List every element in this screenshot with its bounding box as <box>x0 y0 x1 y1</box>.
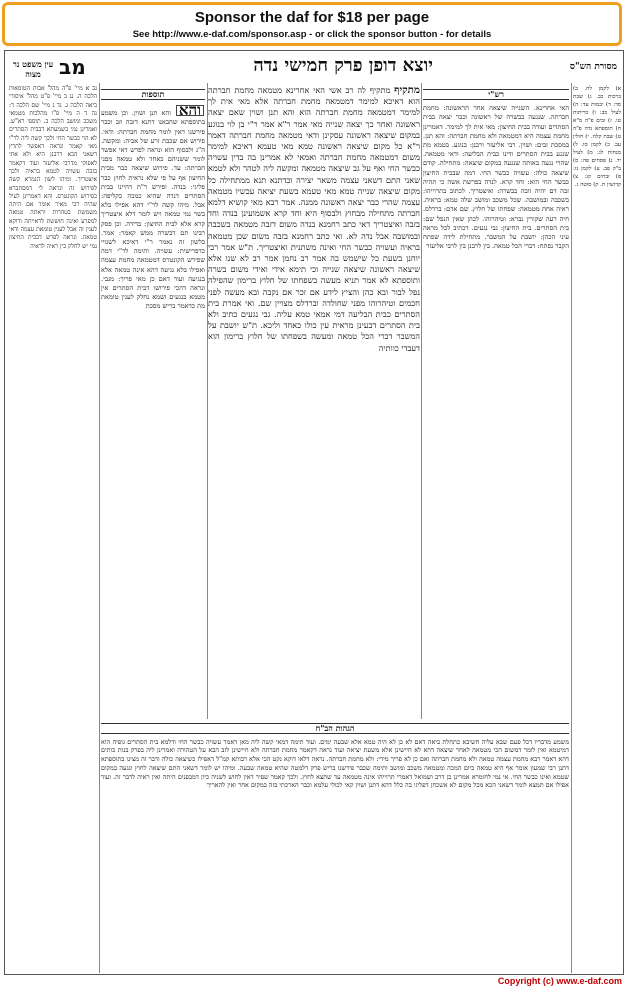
gemara-column <box>208 85 420 715</box>
column-divider <box>571 83 572 973</box>
copyright-link[interactable]: Copyright (c) www.e-daf.com <box>497 976 622 986</box>
masoret-hashas-text: א) לקמן לח. ב) ברכות כב. ג) שבת סד: ד) יבמות עד: ה) לעיל כב: ו) כריתות טו. ז) זבים פ"ה מ"א ח) תוספתא נדה פ"ה ט) שבת קלה. י) חולין עב. כ) לקמן סו. ל) מנחות לג: מ) לעיל יד. נ) פסחים פה: ס) ב"ק פב. ע) לקמן נז: פ) זבחים קג: צ) קדושין ח. ק) סוטה ג. <box>573 86 621 188</box>
ein-mishpat-column <box>9 85 97 965</box>
sponsor-subtitle: See http://www.e-daf.com/sponsor.asp - or click the sponsor button - for details <box>132 29 492 40</box>
masoret-hashas-column <box>573 85 621 935</box>
rashi-title: רש"י <box>423 89 569 100</box>
masoret-hashas-label: מסורת הש"ס <box>569 62 617 72</box>
column-divider <box>99 83 100 973</box>
folio-number: מב <box>59 55 86 79</box>
rashi-column <box>423 85 569 775</box>
tosafot-lead-word: והא <box>176 105 204 116</box>
bottom-commentary <box>101 719 569 969</box>
chapter-header: יוצא דופן פרק חמישי נדה <box>253 55 433 76</box>
talmud-page <box>4 50 624 975</box>
rashi-text: האי אחרינא. השנייה שיצאה אחר הראשונה: מחמת חברתה. שנגעה בבשרה של ראשונה וכבר יצאה בבית הסתרים ועודה בבית החיצון: מאי אית לך למימר. דאמרינן מחמת עצמה היא דמטמאה ולא מחמת חברתה: והא תנן. במסכת זבים: ושוין. רבי אליעזר ורבנן: בנוגע. בטמא מת שנגע בבית הסתרים ודינו כבית הבליעה: ודאי מטמאה. שהרי נגעה באותה שנגעה במקום שיצאה: מתחילה. קודם שיצאה כולה: עשויה כבשר החי. דמה שבבית החיצון כבשר החי הוא: וחד קרא. לנדה בפרשת אשה כי תהיה זבה דם יהיה זובה בבשרה: ואיצטריך. לכתוב בתרוייהו: בשכבה ובמושבה. שכל משכב ומושב שלה טמא: בראיה. ראיה אחת מטמאה: שפחתו של חלוץ. שם אדם: ברדלס. חיה רעה שקורין נברא: וטיהרוהו. לכהן שאין הנפל שם: בית הסתרים. בית החיצון: גבי נגעים. דכתיב לכל מראה עיני הכהן: יושבת על המשבר. מתחילת לידה שפתח הקבר נפתח: דברי הכל טמאה. בין לרבנן בין לרבי אליעזר <box>423 104 569 251</box>
ein-mishpat-text: נב א מיי' פ"ה מהל' אבות הטומאות הלכה ה. נג ב מיי' פ"ט מהל' איסורי ביאה הלכה ג. נד ג מיי' שם הלכה ד: נה ד ה מיי' פ"ו מהלכות מטמאי משכב ומושב הלכה ב. תוספי רא"ש. ואמרינן נמי בשמעתא דבבית הסתרים לא הוי כבשר החי ולכך קשה ליה לר"י מאי קאמר ונראה דאפשר לתרץ דשאני הכא דרבנן היא ולא אתי לאפוקי מדרבי אליעזר ועוד דקאמר בזבה עשויה לטמא בראיה ולכך איצטריך. ומיהו לשון הגמרא קשה לפירוש זה ונראה לי דמסתברא כפירוש הקונטרס. והא דאמרינן לעיל שהיה רבי מאיר אומר אם היתה משמשת בטהרות וראתה טמאה למפרע ואינה חוששת לראייתה ודוקא לענין זה אבל לענין טומאת עצמה ודאי טמאה. ונראה לפרש דבבית החיצון נמי יש לחלק בין ראיה לראיה <box>9 85 97 250</box>
ein-mishpat-label: עין משפט נר מצוה <box>12 59 54 79</box>
tosafot-column <box>101 85 205 715</box>
gemara-text: מתקיף לה רב אשי האי אחרינא מטמאה מחמת חברתה הוא דאיכא למימר דמטמאה מחמת חברתה אלא מאי אית לך למימר דמטמאה מחמת חברתה הוא והא תנן ושוין שאם יצאה ראשונה ואחר כך יצאה שנייה מאי אמר ר"א אמר ר"י בן לוי בנוגע במקום שיצאה ראשונה עסקינן ודאי מטמאה מחמת חברתה דאמר ר"א כל מקום שיצאה ראשונה טמא מאי טעמא דאיכא למימר משום דמטמאה מחמת חברתה ואמאי לא אמרינן בה בדין עשויה כבשר החי ואף על גב שיצאה מטמאה ומקשה ליה לטהר ולא לטמא שאני התם דשאני עצמה משאר יצירה וכדתנא תנא ממתחילה כל מקום שיצאה שנייה טמא מאי טעמא בשעת יציאה עכשיו מטמאה עצמה שהרי כבר יצאה ראשונה ממנה. אמר רבא מאי קושיא דלמא חברתה מתחילה מבחוץ ולבסוף היא וחד קרא אשמועינן בנדה וחד בזבה ואיצטריך דאי כתב רחמנא בנדה משום דזבה מטמאה בשכבה ובמושבה אבל נדה לא. ואי כתב רחמנא בזבה משום שכן מטמאה בראיה ועשויה כבשר החי ואינה משתנית ואיצטריך. ת"ש אמר רבי יוחנן בשעת כל שישמש בה אמר רב נחמן אמר רב לא שנו אלא שיצאה ראשונה שיצאה שנייה וכי תימא אידי ואידי משום בשרה ותוספתא לא אמר תניא מעשה בשפחתו של חלוץ ברימון שהפילה נפל לבור ובא כהן והציץ לידע אם זכר אם נקבה ובא מעשה לפני חכמים וטיהרוהו מפני שחולדה וברדלס מצויין שם. ואי אמרת בית הסתרים כבית הבליעה דמי אמאי טמא עליה. גבי נגעים כתיב ולא בית הסתרים דבעינן מראית עין כולו כאחד וליכא. ת"ש יושבת על המשבר דברי הכל טמאה ומעשה בשפחתו של חלוץ ברימון הוא דעבדי כוותיה <box>208 85 420 353</box>
tosafot-text: והא תנן ושוין. וכן משמע בתוספתא שהבאנו דתנא דזבה וזב וכבר פירשנו דאין לומר מחמת חברתה: ודאי. פירוש אם שכבת זרע של אביה: ומקשה. ה"ג ולבסוף הוא ונראה לפרש דאי אפשר לומר ששניהם כאחד ולא טמאה מפני חברתה: עד. פירוש שיצאה כבר מבית החיצון אף על פי שלא נראית לחוץ כבר פליגי: בנדה. ופירש ר"ת דהיינו בבית הסתרים דנדה שהיא כמכה בקליפה: אבל. מיהו קשה לר"י דהא אפילו בלא בשר נמי טמאה ויש לומר דלא איצטריך קרא אלא לבית החיצון: בדידה. וכן פסק רבינו תם דבשרה ממש קאמר: אמר. בלשון זה נאמר ר"י דאיכא לשנויי כדפרישית: עשויה. ותימה לר"י דמה שפירש הקונטרס דמטמאה מחמת עצמה ואפילו בלא נגיעה דהא אינה טמאה אלא בנגיעה ועוד דאם כן מאי פריך: מגבי. ונראה דהכי פירושו דבית הסתרים אין מטמא בנגעים ושמא נחלק לענין טומאת מת כדאמר בריש מסכת <box>101 109 205 311</box>
gemara-lead-word: מתקיף <box>394 85 420 96</box>
tosafot-title: תוספות <box>101 89 205 100</box>
sponsor-banner[interactable] <box>2 2 622 46</box>
sponsor-title: Sponsor the daf for $18 per page <box>194 9 430 26</box>
bottom-commentary-text: משמע מדבריו דכל פעם שבא עליה חשיבא כתחלת ביאה דאם לא כן לא היה טמא אלא שבעה ימים. ועוד תימה דמאי קשה ליה מאן דאמר עשויה כבשר החי ודלמא בית הסתרים גופיה הוא דמיטמא ואין לומר דמשום הכי מטמאה לאחר שיצאה דהא לא חיישינן אלא משעת יציאה ועוד נראה דקאמר מחמת חברתה ולא חיישינן לזב הבא על הטהורה ואמרינן ליה בפרק בנות כותים דהא דאמר רבא מחמת עצמה טמאה ולא מחמת חברתה ואם כן לא פריך מידי: ולא מחמת חברתה. נראה דלאו דוקא נקט הכי אלא רבותא קמ"ל דאפילו כשיצאה כולה ודבר זה מצינו בתוספתא דתנן רבי שמעון אומר אף היא טמאה ביום המכה ומטמאה משכב ומושב ותימה שכבר פירשנו בריש פרק דלמטה שהיא טמאה שבעה. ומיהו יש לומר דשאני התם שיצאה לחוץ ונגעה במקום שטמא ואינו כבשר החי. אי נמי לחומרא אמרינן כן דרב ושמואל דאמרי תרוייהו אינה מטמאה עד שתצא לחוץ. ולכך קאמר שפיר דאין לחוש לשניה כיון דמבפנים היתה ואין ראיה לדבר זה. ועוד אפילו אם תמצא לומר דשאני הכא מכל מקום לא אשכחן דפליגי בה כלל דהא דתנן ושוין קאי לכולי עלמא וכבר הארכתי בזה במקום אחר ואין להאריך <box>101 737 569 790</box>
column-divider <box>421 83 422 719</box>
hagahot-title: הגהות הב"ח <box>101 723 569 734</box>
